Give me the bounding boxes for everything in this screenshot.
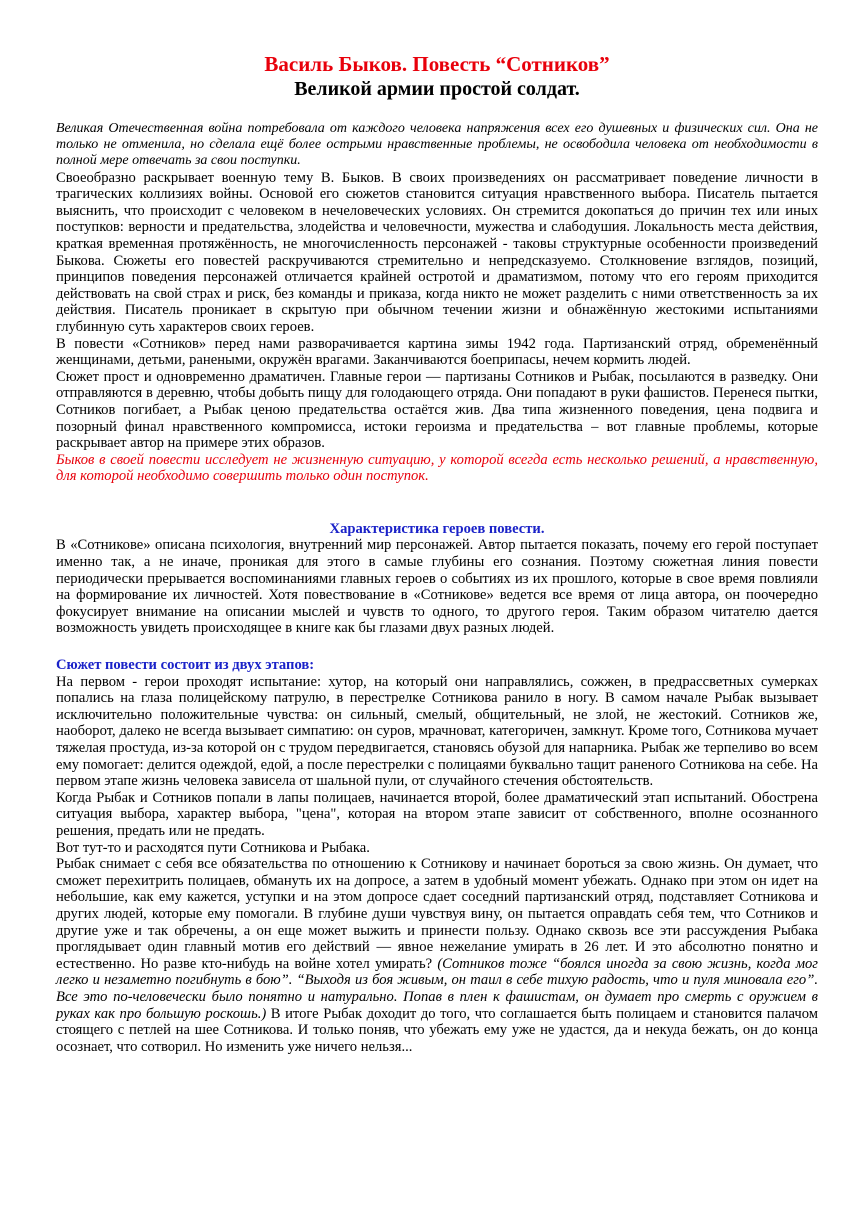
heroes-paragraph-1: В «Сотникове» описана психология, внутренний мир персонажей. Автор пытается показать, почему его герой поступает именно так, а не иначе, проникая для этого в самые глубины его сознания. Поэтому сюжетная линия повести периодически прерывается воспоминаниями главных героев о событиях из их прошлого, которые в свое время повлияли на формирование их личностей. Хотя повествование в «Сотникове» ведется все время от лица автора, он поочередно фокусирует внимание на описании мыслей и чувств то одного, то другого героя. Таким образом читателю дается возможность увидеть происходящее в книге как бы глазами двух разных людей. <box>56 537 818 637</box>
intro-paragraph-3: Сюжет прост и одновременно драматичен. Главные герои — партизаны Сотников и Рыбак, посылаются в разведку. Они отправляются в деревню, чтобы добыть пищу для голодающего отряда. Они попадают в руки фашистов. Перенеся пытки, Сотников погибает, а Рыбак ценою предательства остаётся жив. Два типа жизненного поведения, цена подвига и позорный финал нравственного компромисса, истоки героизма и предательства – вот главные проблемы, которые раскрывает автор на примере этих образов. <box>56 368 818 452</box>
plot-paragraph-1: На первом - герои проходят испытание: хутор, на который они направлялись, сожжен, в предрассветных сумерках попались на глаза полицейскому патрулю, в перестрелке Сотникова ранило в ногу. В самом начале Рыбак вызывает исключительно положительные чувства: он сильный, смелый, общительный, не злой, не жестокий. Сотников же, наоборот, далеко не всегда вызывает симпатию: он суров, мрачноват, категоричен, замкнут. Кроме того, Сотникова мучает тяжелая простуда, из-за которой он с трудом передвигается, становясь обузой для напарника. Рыбак же терпеливо во всем ему помогает: делится одеждой, едой, а после перестрелки с полицаями буквально тащит раненого Сотникова на себе. На первом этапе жизнь человека зависела от шальной пули, от случайного стечения обстоятельств. <box>56 673 818 790</box>
plot-p4-end: В итоге Рыбак доходит до того, что соглашается быть полицаем и становится палачом стоящего с петлей на шее Сотникова. И только поняв, что убежать ему уже не удастся, да и некуда бежать, он до конца осознает, что сотворил. Но изменить уже ничего нельзя... <box>56 1005 818 1055</box>
intro-paragraph-1: Своеобразно раскрывает военную тему В. Быков. В своих произведениях он рассматривает поведение личности в трагических коллизиях войны. Основой его сюжетов становится ситуация нравственного выбора. Писатель пытается выяснить, что происходит с человеком в нечеловеческих условиях. Он стремится докопаться до причин тех или иных поступков: верности и предательства, злодейства и человечности, мужества и слабодушия. Локальность места действия, краткая временная протяжённость, не многочисленность персонажей - таковы структурные особенности произведений Быкова. Сюжеты его повестей раскручиваются стремительно и непредсказуемо. Столкновение взглядов, позиций, принципов поведения персонажей отличается крайней остротой и драматизмом, потому что его героям приходится действовать на свой страх и риск, без команды и приказа, когда никто не может разделить с ними ответственность за их действия. Писатель проникает в скрытую при обычном течении жизни и обнажённую жестокими испытаниями глубинную суть характеров своих героев. <box>56 169 818 335</box>
heroes-heading: Характеристика героев повести. <box>329 520 545 537</box>
page-title: Василь Быков. Повесть “Сотников” <box>264 52 610 76</box>
page-subtitle: Великой армии простой солдат. <box>294 78 580 100</box>
plot-p4-start: Рыбак снимает с себя все обязательства по отношению к Сотникову и начинает бороться за свою жизнь. Он думает, что сможет перехитрить полицаев, обмануть их на допросе, а затем в удобный момент убежать. Однако при этом он идет на небольшие, как ему кажется, уступки и на этом допросе сдает соседний партизанский отряд, подставляет Сотникова и других людей, которые ему помогали. В глубине души чувствуя вину, он пытается оправдать себя тем, что Сотников и другие уже и так обречены, а он еще может выжить и принести пользу. Однако сквозь все эти рассуждения Рыбака проглядывает один главный мотив его действий — явное нежелание умирать в 26 лет. И это абсолютно понятно и естественно. Но разве кто-нибудь на войне хотел умирать? <box>56 856 818 972</box>
document-page <box>56 52 818 1055</box>
plot-p4-quote: (Сотников тоже “боялся иногда за свою жизнь, когда мог легко и незаметно погибнуть в бою”. “Выходя из боя живым, он таил в себе тихую радость, что и пуля миновала его”. Все это по-человечески было понятно и натурально. Попав в плен к фашистам, он думает про смерть с оружием в руках как про большую роскошь.) <box>56 955 819 1022</box>
plot-paragraph-3: Вот тут-то и расходятся пути Сотникова и Рыбака. <box>56 839 370 856</box>
intro-paragraph-2: В повести «Сотников» перед нами разворачивается картина зимы 1942 года. Партизанский отряд, обременённый женщинами, детьми, ранеными, окружён врагами. Заканчиваются боеприпасы, нечем кормить людей. <box>56 335 818 369</box>
plot-paragraph-4 <box>56 856 818 1055</box>
red-note: Быков в своей повести исследует не жизненную ситуацию, у которой всегда есть несколько решений, а нравственную, для которой необходимо совершить только один поступок. <box>56 451 818 485</box>
plot-paragraph-2: Когда Рыбак и Сотников попали в лапы полицаев, начинается второй, более драматический этап испытаний. Обострена ситуация выбора, характер выбора, "цена", которая на втором этапе зависит от собственного, вполне осознанного решения, предать или не предать. <box>56 789 818 839</box>
plot-heading: Сюжет повести состоит из двух этапов: <box>56 657 315 674</box>
epigraph: Великая Отечественная война потребовала от каждого человека напряжения всех его душевных и физических сил. Она не только не отменила, но сделала ещё более острыми нравственные проблемы, не освободила человека от необходимости в полной мере отвечать за свои поступки. <box>56 121 818 169</box>
